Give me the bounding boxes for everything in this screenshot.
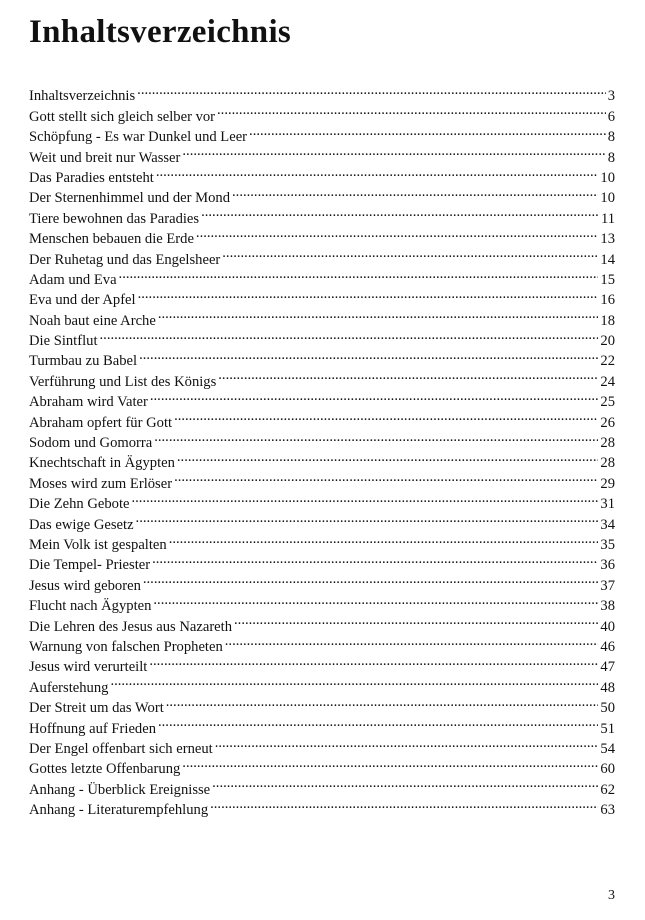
toc-entry-title: Sodom und Gomorra bbox=[29, 435, 153, 452]
toc-entry-title: Schöpfung - Es war Dunkel und Leer bbox=[29, 129, 248, 146]
toc-dot-leader bbox=[138, 284, 599, 304]
toc-entry-page: 20 bbox=[600, 333, 615, 350]
toc-entry-page: 8 bbox=[607, 149, 615, 166]
toc-entry-title: Gottes letzte Offenbarung bbox=[29, 761, 181, 778]
toc-entry-title: Menschen bebauen die Erde bbox=[29, 231, 194, 248]
table-of-contents bbox=[29, 80, 615, 819]
toc-entry-title: Turmbau zu Babel bbox=[29, 353, 138, 370]
toc-entry-title: Die Zehn Gebote bbox=[29, 496, 130, 513]
toc-entry-title: Die Lehren des Jesus aus Nazareth bbox=[29, 618, 233, 635]
toc-dot-leader bbox=[158, 712, 598, 732]
toc-entry-page: 63 bbox=[600, 802, 615, 819]
toc-entry-title: Jesus wird verurteilt bbox=[29, 659, 148, 676]
toc-dot-leader bbox=[212, 773, 598, 793]
toc-dot-leader bbox=[137, 80, 606, 100]
toc-entry-page: 60 bbox=[600, 761, 615, 778]
toc-entry-page: 16 bbox=[600, 292, 615, 309]
toc-entry-title: Hoffnung auf Frieden bbox=[29, 720, 156, 737]
toc-dot-leader bbox=[201, 202, 599, 222]
toc-entry-title: Das ewige Gesetz bbox=[29, 516, 134, 533]
toc-entry-page: 10 bbox=[600, 190, 615, 207]
toc-entry-title: Inhaltsverzeichnis bbox=[29, 88, 136, 105]
toc-entry[interactable] bbox=[29, 325, 615, 350]
toc-entry-title: Knechtschaft in Ägypten bbox=[29, 455, 175, 472]
toc-entry-page: 31 bbox=[600, 496, 615, 513]
toc-entry-title: Der Sternenhimmel und der Mond bbox=[29, 190, 231, 207]
toc-dot-leader bbox=[174, 467, 598, 487]
toc-entry-title: Anhang - Literaturempfehlung bbox=[29, 802, 209, 819]
toc-entry-title: Gott stellt sich gleich selber vor bbox=[29, 108, 216, 125]
toc-dot-leader bbox=[215, 733, 599, 753]
toc-dot-leader bbox=[158, 304, 599, 324]
toc-entry-page: 28 bbox=[600, 455, 615, 472]
toc-entry-page: 62 bbox=[600, 781, 615, 798]
toc-entry-title: Jesus wird geboren bbox=[29, 577, 141, 594]
toc-entry-title: Der Engel offenbart sich erneut bbox=[29, 740, 213, 757]
toc-dot-leader bbox=[169, 529, 599, 549]
toc-dot-leader bbox=[143, 569, 599, 589]
toc-entry-page: 14 bbox=[600, 251, 615, 268]
toc-entry[interactable] bbox=[29, 671, 615, 696]
toc-entry-page: 22 bbox=[600, 353, 615, 370]
toc-dot-leader bbox=[222, 243, 598, 263]
toc-entry-page: 18 bbox=[600, 312, 615, 329]
toc-dot-leader bbox=[156, 162, 599, 182]
toc-entry-title: Adam und Eva bbox=[29, 271, 117, 288]
toc-dot-leader bbox=[150, 386, 599, 406]
toc-entry-title: Anhang - Überblick Ereignisse bbox=[29, 781, 211, 798]
toc-entry-page: 47 bbox=[600, 659, 615, 676]
toc-dot-leader bbox=[139, 345, 598, 365]
toc-entry-page: 26 bbox=[600, 414, 615, 431]
page-number: 3 bbox=[608, 888, 615, 903]
toc-entry-page: 35 bbox=[600, 536, 615, 553]
toc-entry-page: 29 bbox=[600, 475, 615, 492]
toc-dot-leader bbox=[232, 182, 598, 202]
toc-dot-leader bbox=[218, 365, 598, 385]
toc-dot-leader bbox=[110, 671, 598, 691]
toc-entry-page: 54 bbox=[600, 740, 615, 757]
toc-entry-title: Moses wird zum Erlöser bbox=[29, 475, 173, 492]
toc-entry-page: 8 bbox=[607, 129, 615, 146]
toc-entry[interactable] bbox=[29, 692, 615, 717]
toc-entry-title: Der Ruhetag und das Engelsheer bbox=[29, 251, 221, 268]
toc-dot-leader bbox=[136, 508, 599, 528]
toc-entry-page: 37 bbox=[600, 577, 615, 594]
toc-entry-title: Abraham wird Vater bbox=[29, 394, 148, 411]
toc-entry-page: 46 bbox=[600, 638, 615, 655]
toc-dot-leader bbox=[177, 447, 599, 467]
toc-dot-leader bbox=[119, 264, 599, 284]
toc-entry-title: Die Tempel- Priester bbox=[29, 557, 151, 574]
toc-entry-page: 38 bbox=[600, 598, 615, 615]
toc-entry-page: 40 bbox=[600, 618, 615, 635]
toc-entry-page: 50 bbox=[600, 700, 615, 717]
toc-dot-leader bbox=[249, 121, 606, 141]
toc-entry-page: 36 bbox=[600, 557, 615, 574]
toc-entry-page: 11 bbox=[600, 210, 615, 227]
toc-entry-title: Abraham opfert für Gott bbox=[29, 414, 173, 431]
toc-entry-page: 13 bbox=[600, 231, 615, 248]
toc-dot-leader bbox=[132, 488, 599, 508]
toc-entry-page: 48 bbox=[600, 679, 615, 696]
toc-entry-page: 51 bbox=[600, 720, 615, 737]
toc-entry-title: Warnung von falschen Propheten bbox=[29, 638, 223, 655]
toc-dot-leader bbox=[174, 406, 598, 426]
toc-entry-page: 24 bbox=[600, 373, 615, 390]
toc-dot-leader bbox=[182, 141, 605, 161]
toc-dot-leader bbox=[217, 100, 606, 120]
toc-entry-title: Noah baut eine Arche bbox=[29, 312, 156, 329]
toc-dot-leader bbox=[154, 427, 598, 447]
toc-dot-leader bbox=[166, 692, 599, 712]
toc-dot-leader bbox=[210, 794, 598, 814]
toc-entry-page: 10 bbox=[600, 169, 615, 186]
toc-entry-page: 15 bbox=[600, 271, 615, 288]
toc-entry-title: Eva und der Apfel bbox=[29, 292, 136, 309]
toc-entry-title: Tiere bewohnen das Paradies bbox=[29, 210, 200, 227]
toc-entry-page: 34 bbox=[600, 516, 615, 533]
toc-dot-leader bbox=[100, 325, 599, 345]
page-title: Inhaltsverzeichnis bbox=[29, 14, 292, 50]
toc-entry-title: Verführung und List des Königs bbox=[29, 373, 217, 390]
toc-entry-page: 28 bbox=[600, 435, 615, 452]
toc-entry[interactable] bbox=[29, 345, 615, 370]
toc-dot-leader bbox=[153, 590, 598, 610]
toc-entry-title: Auferstehung bbox=[29, 679, 109, 696]
toc-dot-leader bbox=[196, 223, 598, 243]
toc-entry-title: Flucht nach Ägypten bbox=[29, 598, 152, 615]
toc-entry-title: Der Streit um das Wort bbox=[29, 700, 164, 717]
toc-entry-title: Weit und breit nur Wasser bbox=[29, 149, 181, 166]
toc-entry-title: Das Paradies entsteht bbox=[29, 169, 154, 186]
toc-dot-leader bbox=[234, 610, 598, 630]
toc-entry-title: Die Sintflut bbox=[29, 333, 98, 350]
toc-dot-leader bbox=[152, 549, 598, 569]
toc-entry-page: 6 bbox=[607, 108, 615, 125]
toc-dot-leader bbox=[149, 651, 598, 671]
toc-dot-leader bbox=[225, 631, 599, 651]
toc-entry-page: 25 bbox=[600, 394, 615, 411]
toc-entry[interactable] bbox=[29, 80, 615, 105]
toc-dot-leader bbox=[182, 753, 598, 773]
toc-entry-title: Mein Volk ist gespalten bbox=[29, 536, 167, 553]
toc-entry-page: 3 bbox=[607, 88, 615, 105]
